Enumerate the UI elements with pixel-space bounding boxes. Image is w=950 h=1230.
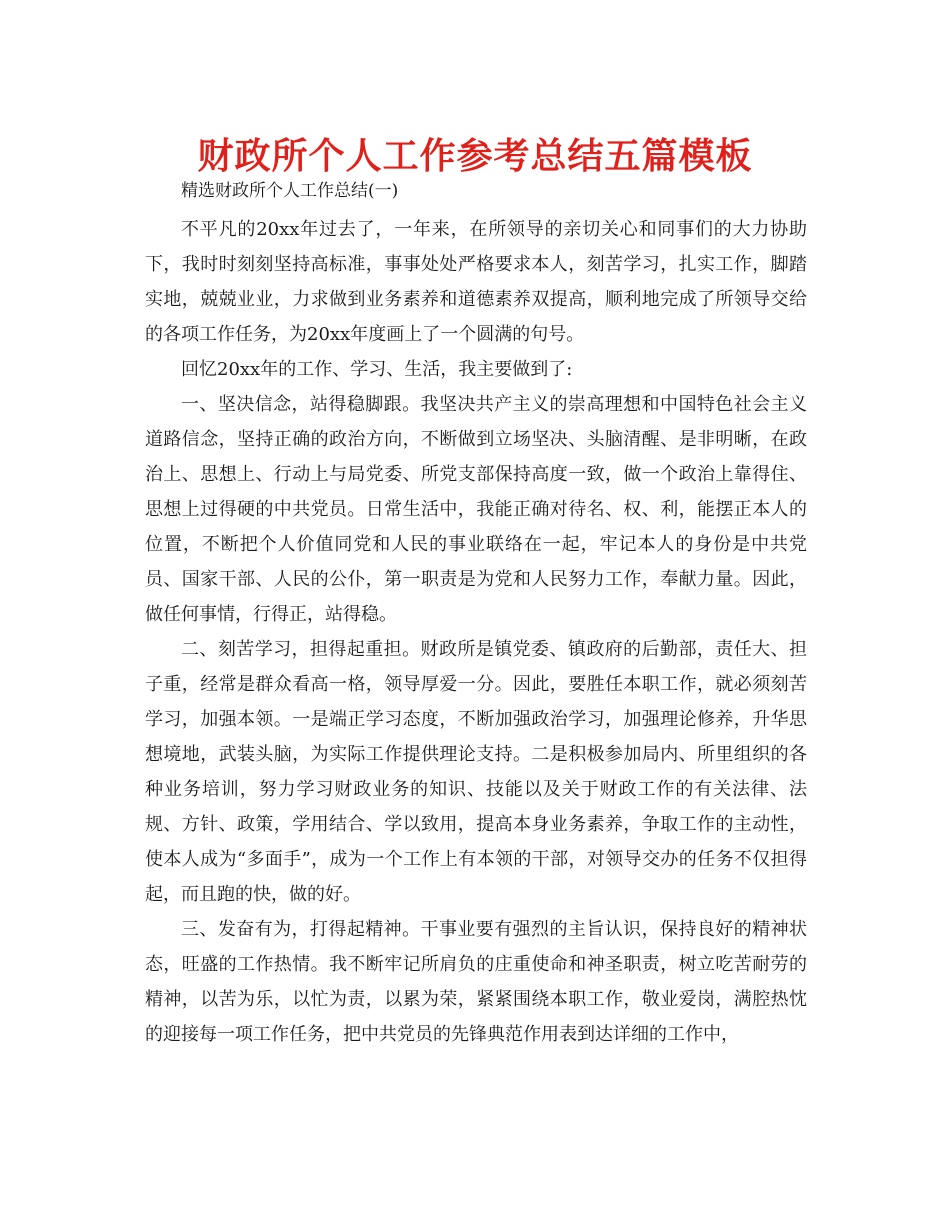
document-body [145, 176, 807, 1052]
paragraph-point-two: 二、刻苦学习，担得起重担。财政所是镇党委、镇政府的后勤部，责任大、担子重，经常是群众看高一格，领导厚爱一分。因此，要胜任本职工作，就必须刻苦学习，加强本领。一是端正学习态度，不断加强政治学习，加强理论修养，升华思想境地，武装头脑，为实际工作提供理论支持。二是积极参加局内、所里组织的各种业务培训，努力学习财政业务的知识、技能以及关于财政工作的有关法律、法规、方针、政策，学用结合、学以致用，提高本身业务素养，争取工作的主动性，使本人成为“多面手”，成为一个工作上有本领的干部，对领导交办的任务不仅担得起，而且跑的快，做的好。 [145, 639, 807, 905]
section-subtitle: 精选财政所个人工作总结(一) [181, 181, 399, 201]
document-title: 财政所个人工作参考总结五篇模板 [197, 136, 753, 177]
paragraph-intro: 不平凡的20xx年过去了，一年来，在所领导的亲切关心和同事们的大力协助下，我时时刻刻坚持高标准，事事处处严格要求本人，刻苦学习，扎实工作，脚踏实地，兢兢业业，力求做到业务素养和道德素养双提高，顺利地完成了所领导交给的各项工作任务，为20xx年度画上了一个圆满的句号。 [145, 219, 807, 345]
paragraph-point-three: 三、发奋有为，打得起精神。干事业要有强烈的主旨认识，保持良好的精神状态，旺盛的工作热情。我不断牢记所肩负的庄重使命和神圣职责，树立吃苦耐劳的精神，以苦为乐，以忙为责，以累为荣，紧紧围绕本职工作，敬业爱岗，满腔热忱的迎接每一项工作任务，把中共党员的先锋典范作用表到达详细的工作中， [145, 919, 807, 1045]
paragraph-point-one: 一、坚决信念，站得稳脚跟。我坚决共产主义的崇高理想和中国特色社会主义道路信念，坚持正确的政治方向，不断做到立场坚决、头脑清醒、是非明晰，在政治上、思想上、行动上与局党委、所党支部保持高度一致，做一个政治上靠得住、思想上过得硬的中共党员。日常生活中，我能正确对待名、权、利，能摆正本人的位置，不断把个人价值同党和人民的事业联络在一起，牢记本人的身份是中共党员、国家干部、人民的公仆，第一职责是为党和人民努力工作，奉献力量。因此，做任何事情，行得正，站得稳。 [145, 394, 807, 625]
paragraph-review: 回忆20xx年的工作、学习、生活，我主要做到了: [181, 359, 573, 380]
